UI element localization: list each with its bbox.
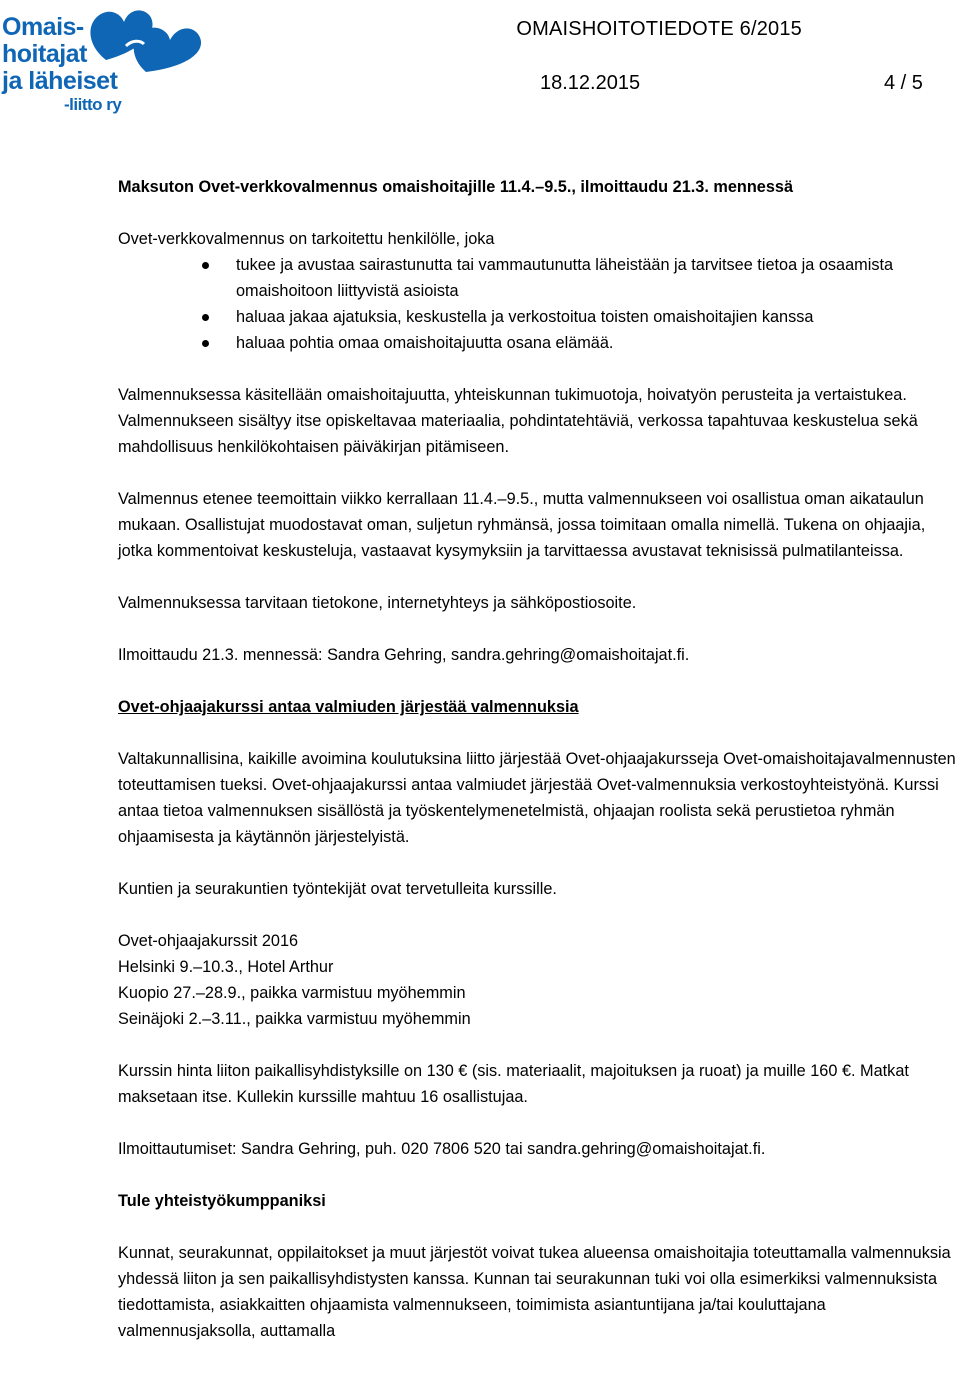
page-number: 4 / 5 [884,72,923,94]
document-body [118,174,960,1344]
logo-line-3: ja läheiset [2,67,118,95]
section1-intro: Ovet-verkkovalmennus on tarkoitettu henkilölle, joka [118,230,495,248]
section1-paragraph-signup: Ilmoittaudu 21.3. mennessä: Sandra Gehring, sandra.gehring@omaishoitajat.fi. [118,646,690,664]
logo-line-1: Omais- [2,13,84,41]
section2-paragraph-price: Kurssin hinta liiton paikallisyhdistyksille on 130 € (sis. materiaalit, majoituksen ja ruoat) ja muille 160 €. Matkat maksetaan itse. Kullekin kurssille mahtuu 16 osallistujaa. [118,1062,909,1106]
list-item: haluaa jakaa ajatuksia, keskustella ja verkostoitua toisten omaishoitajien kanssa [118,304,960,330]
logo-line-4: -liitto ry [64,95,122,114]
section1-paragraph-content: Valmennuksessa käsitellään omaishoitajuutta, yhteiskunnan tukimuotoja, hoivatyön perusteita ja vertaistukea. Valmennukseen sisältyy itse opiskeltavaa materiaalia, pohdintatehtäviä, verkossa tapahtuvaa keskustelua sekä mahdollisuus henkilökohtaisen päiväkirjan pitämiseen. [118,386,918,456]
section3-heading: Tule yhteistyökumppaniksi [118,1192,326,1210]
course-list [118,928,960,1032]
bulletin-date: 18.12.2015 [540,72,641,94]
logo-line-2: hoitajat [2,40,87,68]
section2-paragraph-intro: Valtakunnallisina, kaikille avoimina koulutuksina liitto järjestää Ovet-ohjaajakursseja Ovet-omaishoitajavalmennusten toteuttamisen tueksi. Ovet-ohjaajakurssi antaa valmiudet järjestää Ovet-valmennuksia verkostoyhteistyönä. Kurssi antaa tietoa valmennuksen sisällöstä ja työskentelymenetelmistä, ohjaajan roolista sekä perustietoa ryhmän ohjaamisesta ja käytännön järjestelyistä. [118,750,956,846]
section3-paragraph: Kunnat, seurakunnat, oppilaitokset ja muut järjestöt voivat tukea alueensa omaishoitajia toteuttamalla valmennuksia yhdessä liiton ja sen paikallisyhdistysten kanssa. Kunnan tai seurakunnan tuki voi olla esimerkiksi valmennuksista tiedottamista, asiakkaitten ohjaamista valmennukseen, toimimista asiantuntijana ja/tai kouluttajana valmennusjaksolla, auttamalla [118,1244,951,1340]
organization-logo [0,0,215,130]
target-group-list [118,252,960,356]
section1-paragraph-schedule: Valmennus etenee teemoittain viikko kerrallaan 11.4.–9.5., mutta valmennukseen voi osallistua oman aikataulun mukaan. Osallistujat muodostavat oman, suljetun ryhmänsä, jossa toimitaan omalla nimellä. Tukena on ohjaajia, jotka kommentoivat keskusteluja, vastaavat kysymyksiin ja tarvittaessa avustavat teknisissä pulmatilanteissa. [118,490,926,560]
list-item: Seinäjoki 2.–3.11., paikka varmistuu myöhemmin [118,1010,471,1028]
list-item: haluaa pohtia omaa omaishoitajuutta osana elämää. [118,330,960,356]
list-item: tukee ja avustaa sairastunutta tai vammautunutta läheistään ja tarvitsee tietoa ja osaamista omaishoitoon liittyvistä asioista [118,252,960,304]
bulletin-title: OMAISHOITOTIEDOTE 6/2015 [516,18,802,40]
section2-heading: Ovet-ohjaajakurssi antaa valmiuden järjestää valmennuksia [118,698,579,716]
section1-paragraph-requirements: Valmennuksessa tarvitaan tietokone, internetyhteys ja sähköpostiosoite. [118,594,637,612]
section1-heading: Maksuton Ovet-verkkovalmennus omaishoitajille 11.4.–9.5., ilmoittaudu 21.3. mennessä [118,178,794,196]
hearts-icon [86,0,211,80]
list-item: Helsinki 9.–10.3., Hotel Arthur [118,958,334,976]
list-item: Kuopio 27.–28.9., paikka varmistuu myöhemmin [118,984,466,1002]
section2-paragraph-signup: Ilmoittautumiset: Sandra Gehring, puh. 020 7806 520 tai sandra.gehring@omaishoitajat.fi. [118,1140,766,1158]
section2-paragraph-welcome: Kuntien ja seurakuntien työntekijät ovat tervetulleita kurssille. [118,880,557,898]
course-list-title: Ovet-ohjaajakurssit 2016 [118,932,299,950]
